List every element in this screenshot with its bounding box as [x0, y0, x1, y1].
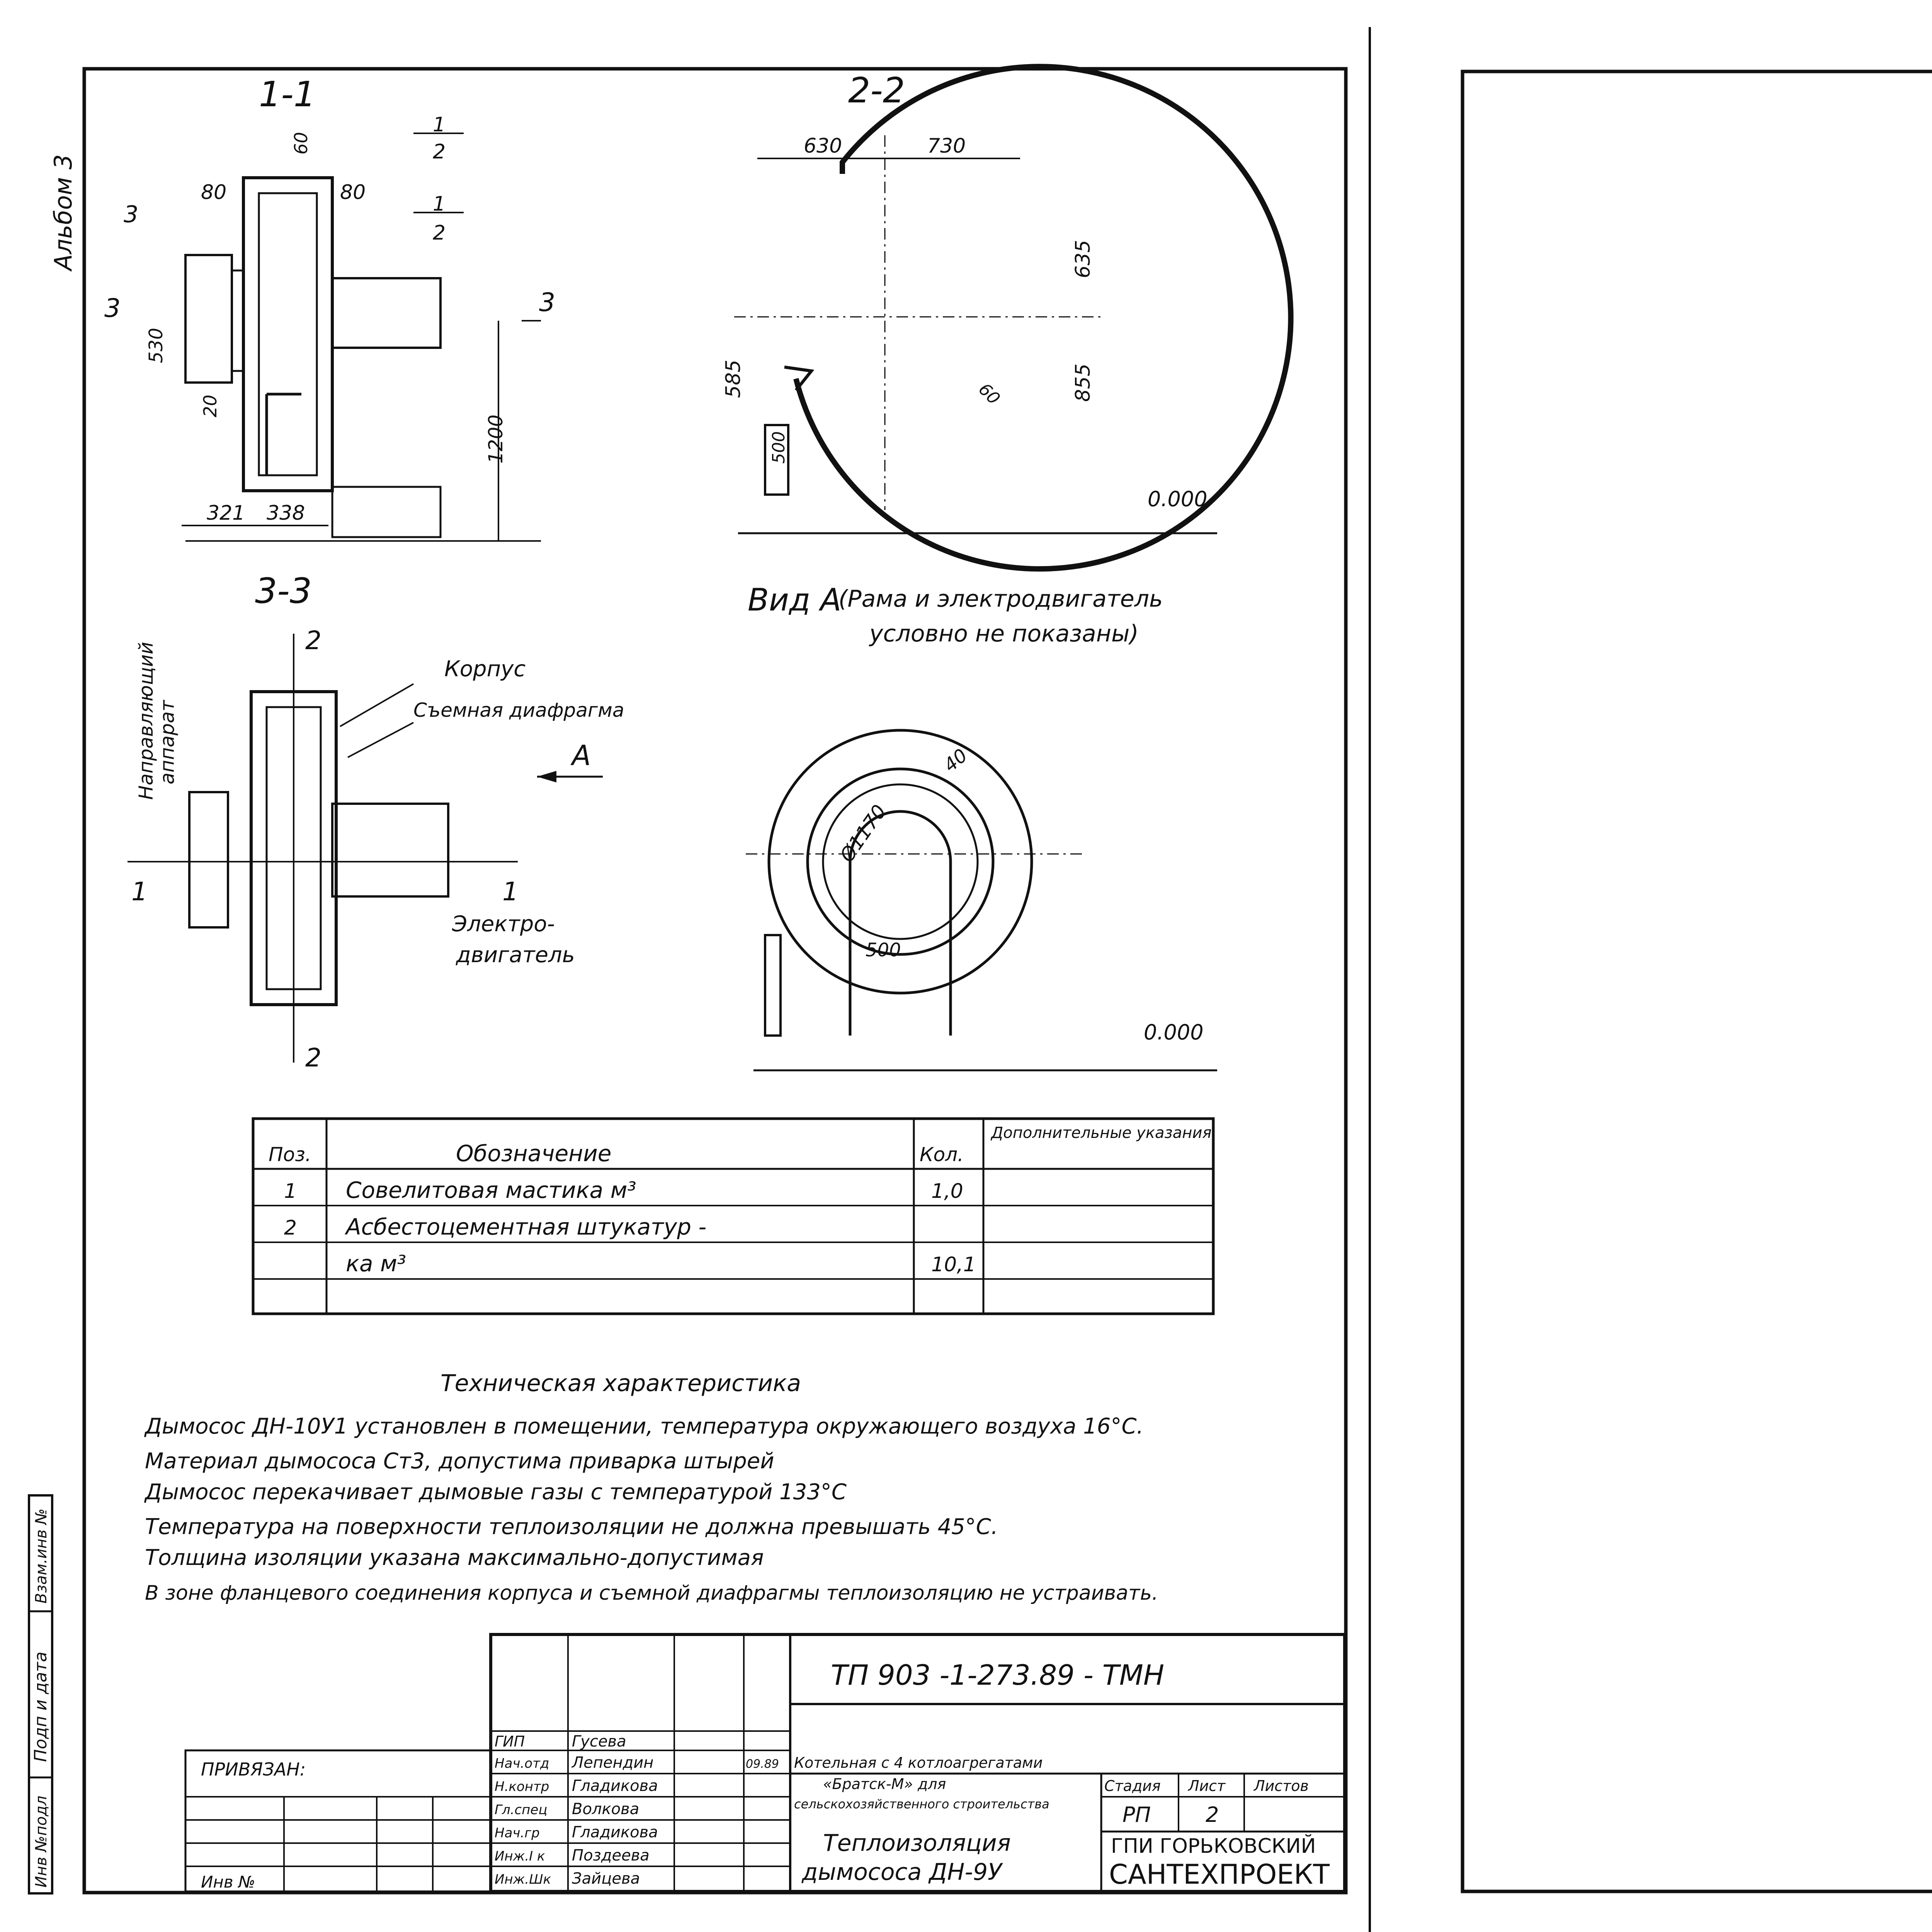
album-label: Альбом 3 [49, 154, 77, 270]
leader-2a: 2 [433, 140, 446, 163]
dim-321: 321 [207, 502, 245, 525]
sheets-label: Листов [1254, 1777, 1309, 1794]
cut-1-left: 1 [131, 877, 148, 906]
section-3-3-title: 3-3 [255, 571, 312, 611]
spec-table [253, 1119, 1213, 1314]
role-nachotd: Нач.отд [495, 1756, 549, 1771]
title-line-1: Теплоизоляция [823, 1830, 1011, 1857]
name-nachgr: Гладикова [572, 1823, 658, 1841]
section-1-1-title: 1-1 [259, 74, 316, 115]
label-body: Корпус [444, 656, 526, 682]
title-line-2: дымососа ДН-9У [802, 1859, 1002, 1886]
th-qty: Кол. [920, 1143, 964, 1166]
motor-3-3 [332, 804, 448, 896]
dim-500: 500 [769, 431, 789, 464]
privyazan-label: ПРИВЯЗАН: [201, 1759, 306, 1780]
project-line-1: Котельная с 4 котлоагрегатами [794, 1754, 1043, 1771]
dim-730: 730 [927, 134, 966, 158]
left-frame [84, 69, 1346, 1893]
leader-1a: 1 [433, 113, 446, 136]
name-inzh1: Поздеева [572, 1847, 650, 1864]
role-gip: ГИП [495, 1733, 525, 1750]
dim-20: 20 [200, 395, 221, 417]
cut-1-right: 1 [502, 877, 519, 906]
dim-635: 635 [1071, 240, 1095, 278]
tech-line-5: Толщина изоляции указана максимально-допустимая [145, 1545, 764, 1570]
label-guide-2: аппарат [156, 700, 179, 784]
dim-630: 630 [804, 134, 842, 158]
dim-40: 40 [939, 745, 972, 777]
section-2-2-title: 2-2 [848, 70, 905, 111]
role-nkontr: Н.контр [495, 1779, 549, 1794]
dim-500-a: 500 [866, 939, 901, 961]
th-name: Обозначение [456, 1140, 612, 1167]
th-pos: Поз. [269, 1143, 311, 1166]
dim-530: 530 [145, 328, 167, 363]
motor-shape [332, 278, 440, 348]
tech-characteristics [144, 1370, 1158, 1605]
project-line-3: сельскохозяйственного строительства [794, 1797, 1049, 1811]
view-a-note2: условно не показаны) [869, 620, 1139, 647]
org-line-1: ГПИ ГОРЬКОВСКИЙ [1111, 1835, 1316, 1858]
motor-frame [332, 487, 440, 537]
sheet-value: 2 [1206, 1803, 1219, 1827]
sheet-label: Лист [1188, 1777, 1226, 1794]
side-sign: Подп и дата [31, 1651, 51, 1762]
th-extra: Дополнительные указания [991, 1124, 1212, 1142]
dim-855: 855 [1071, 363, 1095, 402]
row2-name: Асбестоцементная штукатур - [346, 1214, 707, 1240]
tech-line-1: Дымосос ДН-10У1 установлен в помещении, температура окружающего воздуха 16°С. [145, 1414, 1144, 1439]
volute-casing [796, 66, 1291, 569]
arrow-a-label: А [572, 739, 591, 772]
cut-2-bottom: 2 [305, 1043, 321, 1073]
name-glspec: Волкова [572, 1800, 639, 1818]
cut-3-right: 3 [539, 287, 555, 317]
row2-pos: 2 [284, 1216, 297, 1240]
tech-line-2: Материал дымососа Ст3, допустима приварка штырей [145, 1449, 774, 1474]
dim-338: 338 [267, 502, 305, 525]
name-inzh3: Зайцева [572, 1870, 640, 1888]
dim-1200: 1200 [485, 414, 507, 464]
stamp-date: 09.89 [746, 1757, 779, 1771]
dim-80-right: 80 [340, 181, 366, 204]
section-3-3 [128, 571, 624, 1073]
row1-name: Совелитовая мастика м³ [346, 1177, 636, 1203]
view-a [746, 582, 1217, 1070]
row3-qty: 10,1 [931, 1253, 976, 1276]
dim-585: 585 [722, 359, 745, 398]
tech-line-4: Температура на поверхности теплоизоляции не должна превышать 45°С. [145, 1514, 998, 1539]
role-nachgr: Нач.гр [495, 1825, 540, 1841]
dim-60-arc: 60 [975, 379, 1004, 409]
dim-60: 60 [291, 132, 311, 155]
row1-qty: 1,0 [931, 1180, 963, 1203]
cut-2-top: 2 [305, 626, 321, 655]
name-nkontr: Гладикова [572, 1777, 658, 1795]
leader-2b: 2 [433, 221, 446, 245]
section-1-1 [104, 74, 555, 541]
inlet-flange [185, 255, 232, 383]
label-motor-1: Электро- [452, 912, 555, 937]
name-nachotd: Лепендин [572, 1754, 654, 1772]
side-stamp [29, 1495, 52, 1893]
tech-line-6: В зоне фланцевого соединения корпуса и съемной диафрагмы теплоизоляцию не устраивать. [145, 1582, 1158, 1605]
leader-1b: 1 [433, 192, 446, 216]
level-2-2: 0.000 [1148, 487, 1208, 511]
row1-pos: 1 [284, 1180, 297, 1203]
tech-title: Техническая характеристика [440, 1370, 801, 1397]
leader-3: 3 [124, 201, 139, 228]
dim-diameter: Ø1170 [835, 801, 891, 866]
side-vzam: Взам.инв № [32, 1508, 50, 1604]
view-a-title: Вид А [748, 582, 842, 618]
cut-3-left: 3 [104, 293, 121, 323]
stage-value: РП [1122, 1803, 1151, 1827]
view-a-note1: (Рама и электродвигатель [838, 585, 1163, 612]
inv-label: Инв № [201, 1872, 255, 1891]
casing-outline [243, 178, 332, 491]
label-motor-2: двигатель [456, 942, 575, 968]
label-diaphragm: Съемная диафрагма [413, 699, 624, 721]
org-line-2: САНТЕХПРОЕКТ [1109, 1859, 1330, 1890]
side-inv: Инв №подл [32, 1796, 50, 1888]
row3-name: ка м³ [346, 1250, 406, 1277]
drawing-code: ТП 903 -1-273.89 - ТМН [831, 1659, 1165, 1691]
role-inzh1: Инж.I к [495, 1849, 545, 1864]
role-glspec: Гл.спец [495, 1802, 548, 1818]
title-block [185, 1634, 1345, 1891]
level-view-a: 0.000 [1144, 1020, 1204, 1044]
tech-line-3: Дымосос перекачивает дымовые газы с температурой 133°С [145, 1480, 847, 1505]
project-line-2: «Братск-М» для [823, 1776, 946, 1793]
label-guide-1: Направляющий [135, 642, 157, 800]
dim-80-left: 80 [201, 181, 227, 204]
right-frame [1463, 71, 1932, 1891]
section-2-2 [722, 66, 1291, 569]
name-gip: Гусева [572, 1733, 626, 1750]
role-inzh3: Инж.Шк [495, 1872, 551, 1887]
stage-label: Стадия [1104, 1777, 1161, 1794]
